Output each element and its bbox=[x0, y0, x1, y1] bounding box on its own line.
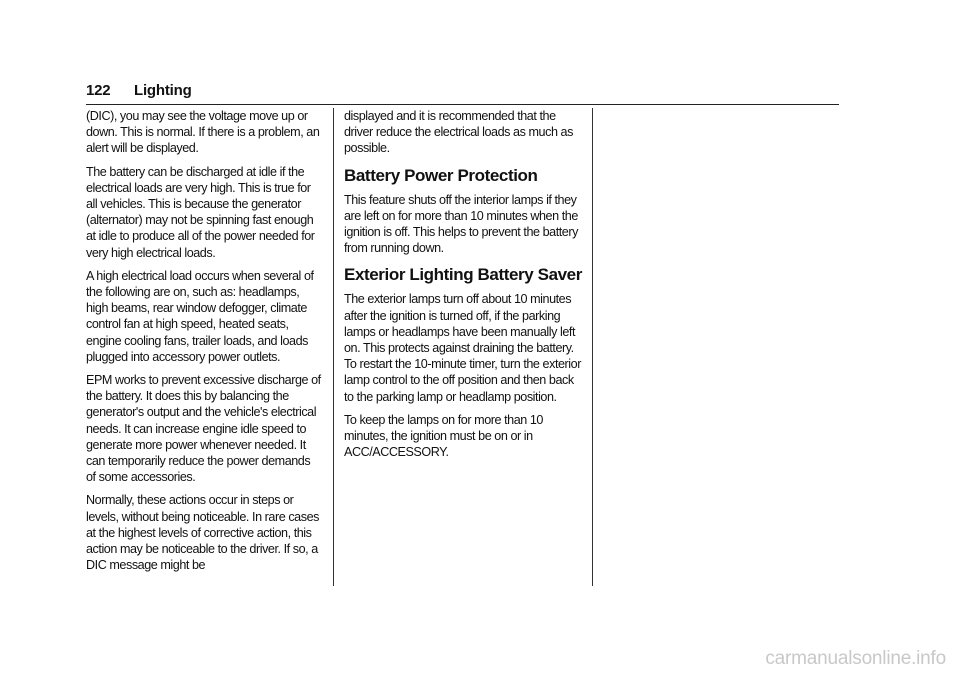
paragraph: Normally, these actions occur in steps or levels, without being noticeable. In rare cases at the highest levels of corrective action, this action may be noticeable to the driver. If so, a DIC message might be bbox=[86, 493, 319, 573]
paragraph: displayed and it is recommended that the driver reduce the electrical loads as much as possible. bbox=[344, 109, 573, 156]
section-title: Lighting bbox=[134, 82, 192, 99]
watermark: carmanualsonline.info bbox=[765, 648, 946, 669]
paragraph: To keep the lamps on for more than 10 minutes, the ignition must be on or in ACC/ACCESSORY. bbox=[344, 412, 543, 460]
paragraph: The battery can be discharged at idle if the electrical loads are very high. This is true for all vehicles. This is because the generator (alternator) may not be spinning fast enough at idle to produce all of the power needed for very high electrical loads. bbox=[86, 164, 315, 260]
heading-exterior-lighting-battery-saver: Exterior Lighting Battery Saver bbox=[344, 265, 582, 285]
column-divider bbox=[333, 108, 334, 586]
paragraph: The exterior lamps turn off about 10 minutes after the ignition is turned off, if the parking lamps or headlamps have been manually left on. This protects against draining the battery. To restart the 10-minute timer, turn the exterior lamp control to the off position and then back to the parking lamp or headlamp position. bbox=[344, 292, 581, 404]
page-header bbox=[86, 82, 839, 105]
paragraph: This feature shuts off the interior lamps if they are left on for more than 10 minutes when the ignition is off. This helps to prevent the battery from running down. bbox=[344, 192, 578, 256]
column-divider bbox=[592, 108, 593, 586]
paragraph: (DIC), you may see the voltage move up or down. This is normal. If there is a problem, an alert will be displayed. bbox=[86, 109, 320, 156]
text-column-middle bbox=[344, 108, 582, 467]
page-number: 122 bbox=[86, 82, 111, 99]
paragraph: EPM works to prevent excessive discharge of the battery. It does this by balancing the generator's output and the vehicle's electrical needs. It can increase engine idle speed to generate more power whenever needed. It can temporarily reduce the power demands of some accessories. bbox=[86, 373, 321, 485]
text-column-left bbox=[86, 108, 322, 580]
heading-battery-power-protection: Battery Power Protection bbox=[344, 165, 538, 185]
paragraph: A high electrical load occurs when several of the following are on, such as: headlamps, high beams, rear window defogger, climate control fan at high speed, heated seats, engine cooling fans, trailer loads, and loads plugged into accessory power outlets. bbox=[86, 268, 314, 364]
